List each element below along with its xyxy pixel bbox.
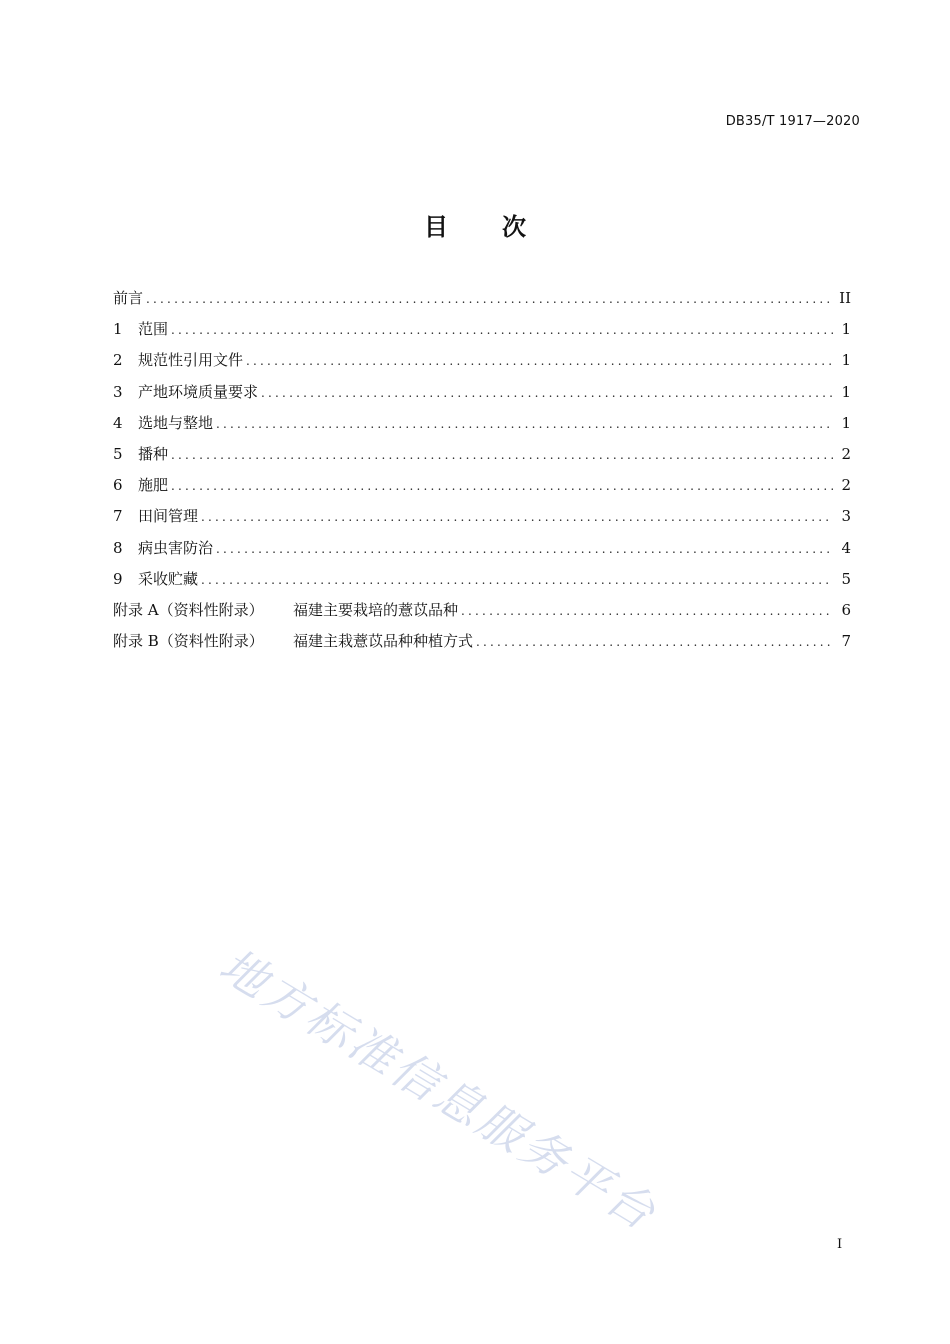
watermark: 地方标准信息服务平台 [210,937,667,1242]
toc-entry-6[interactable] [113,474,851,505]
toc-entry-9[interactable] [113,568,851,599]
toc-entry-number: 5 [113,444,123,463]
toc-title [0,207,950,242]
toc-entry-label: 产地环境质量要求 [138,382,259,401]
toc-entry-page: 1 [841,320,851,339]
dot-leader [261,386,833,400]
toc-entry-foreword[interactable] [113,287,851,318]
standard-code: DB35/T 1917—2020 [725,114,860,129]
toc-entry-label: 病虫害防治 [138,538,214,557]
toc-entry-page: 7 [841,632,851,651]
toc-entry-label: 规范性引用文件 [138,351,244,370]
dot-leader [246,354,833,368]
toc-entry-8[interactable] [113,537,851,568]
dot-leader [216,417,833,431]
toc-entry-label: 选地与整地 [138,413,214,432]
toc-title-char: 目 [424,213,448,241]
toc-entry-7[interactable] [113,505,851,536]
toc-entry-1[interactable] [113,318,851,349]
dot-leader [201,573,833,587]
dot-leader [461,604,833,618]
toc-entry-number: 8 [113,538,123,557]
toc-entry-annex-a[interactable] [113,599,851,630]
toc-entry-label: 施肥 [138,476,169,495]
toc-entry-page: 1 [841,351,851,370]
toc-entry-label: 范围 [138,320,169,339]
toc-entry-page: 3 [841,507,851,526]
toc-entry-number: 2 [113,351,123,370]
toc-title-char: 次 [502,213,526,241]
dot-leader [171,448,833,462]
toc-entry-5[interactable] [113,443,851,474]
toc-entry-page: 1 [841,413,851,432]
toc-entry-label: 播种 [138,444,169,463]
dot-leader [201,510,833,524]
toc-entry-page: 1 [841,382,851,401]
toc-entry-number: 1 [113,320,123,339]
dot-leader [476,635,833,649]
toc-entry-label: 采收贮藏 [138,569,199,588]
toc-entry-page: 2 [841,476,851,495]
toc-entry-page: II [839,289,851,307]
toc-entry-4[interactable] [113,412,851,443]
dot-leader [171,323,833,337]
toc-entry-label: 田间管理 [138,507,199,526]
toc-entry-label: 前言 [113,289,144,307]
toc-entry-page: 5 [841,569,851,588]
toc-entry-3[interactable] [113,381,851,412]
toc-entry-page: 6 [841,600,851,619]
dot-leader [216,542,833,556]
dot-leader [171,479,833,493]
toc-entry-number: 3 [113,382,123,401]
toc-entry-2[interactable] [113,349,851,380]
toc-annex-tag: 附录 A（资料性附录） [113,600,264,619]
toc-entry-page: 2 [841,444,851,463]
toc-entry-page: 4 [841,538,851,557]
toc-entry-number: 7 [113,507,123,526]
toc-entry-number: 6 [113,476,123,495]
toc-entry-label: 福建主要栽培的薏苡品种 [293,600,459,619]
toc-entry-annex-b[interactable] [113,630,851,661]
dot-leader [146,292,833,306]
toc-entry-number: 4 [113,413,123,432]
toc-entry-label: 福建主栽薏苡品种种植方式 [293,632,474,651]
table-of-contents [113,287,851,661]
page-number: I [837,1237,843,1252]
toc-entry-number: 9 [113,569,123,588]
toc-annex-tag: 附录 B（资料性附录） [113,632,264,651]
